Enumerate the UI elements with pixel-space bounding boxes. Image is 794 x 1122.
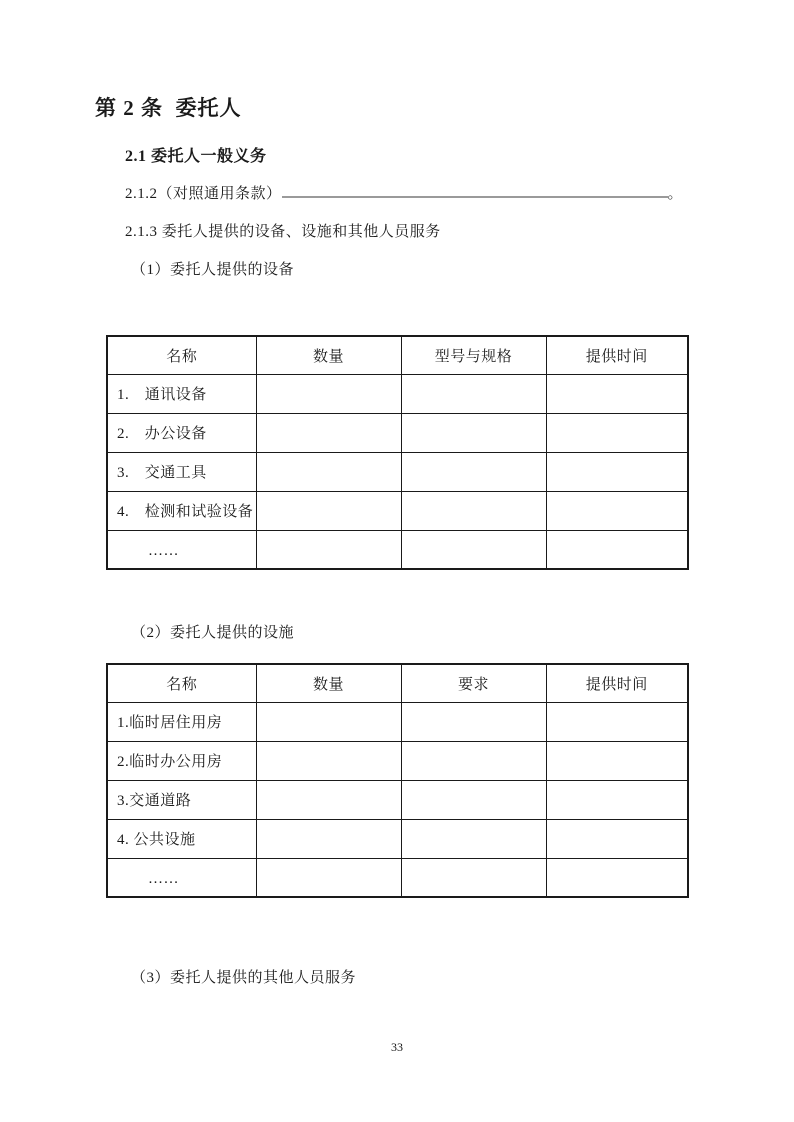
empty-fill-in-cell[interactable] — [401, 741, 546, 780]
empty-fill-in-cell[interactable] — [546, 702, 688, 741]
empty-fill-in-cell[interactable] — [256, 858, 401, 897]
table-row — [107, 780, 688, 819]
empty-fill-in-cell[interactable] — [546, 819, 688, 858]
empty-fill-in-cell[interactable] — [401, 413, 546, 452]
table-row — [107, 858, 688, 897]
facilities-table — [106, 663, 689, 898]
clause-2-1-2-period: 。 — [667, 186, 684, 202]
empty-fill-in-cell[interactable] — [401, 858, 546, 897]
empty-fill-in-cell[interactable] — [546, 413, 688, 452]
column-header-provide-time: 提供时间 — [546, 664, 688, 702]
table-row — [107, 741, 688, 780]
empty-fill-in-cell[interactable] — [546, 530, 688, 569]
column-header-name: 名称 — [107, 664, 256, 702]
list-item-3-other-personnel-services: （3）委托人提供的其他人员服务 — [131, 970, 357, 986]
clause-2-1-2-label: 2.1.2（对照通用条款） — [125, 186, 282, 202]
clause-2-1-3: 2.1.3 委托人提供的设备、设施和其他人员服务 — [125, 224, 441, 240]
column-header-requirement: 要求 — [401, 664, 546, 702]
row-label-cell: …… — [107, 530, 256, 569]
page-number: 33 — [391, 1040, 403, 1054]
table-row — [107, 491, 688, 530]
row-label-cell: 2. 办公设备 — [107, 413, 256, 452]
empty-fill-in-cell[interactable] — [256, 374, 401, 413]
equipment-table — [106, 335, 689, 570]
empty-fill-in-cell[interactable] — [546, 858, 688, 897]
empty-fill-in-cell[interactable] — [546, 780, 688, 819]
empty-fill-in-cell[interactable] — [546, 491, 688, 530]
empty-fill-in-cell[interactable] — [256, 491, 401, 530]
equipment-table-header-row — [107, 336, 688, 374]
empty-fill-in-cell[interactable] — [546, 452, 688, 491]
table-row — [107, 530, 688, 569]
row-label-cell: 4. 公共设施 — [107, 819, 256, 858]
row-label-cell: 4. 检测和试验设备 — [107, 491, 256, 530]
empty-fill-in-cell[interactable] — [256, 702, 401, 741]
article-heading: 第 2 条 委托人 — [95, 96, 242, 120]
empty-fill-in-cell[interactable] — [401, 702, 546, 741]
empty-fill-in-cell[interactable] — [401, 491, 546, 530]
row-label-cell: 1. 通讯设备 — [107, 374, 256, 413]
row-label-cell: 2.临时办公用房 — [107, 741, 256, 780]
empty-fill-in-cell[interactable] — [546, 741, 688, 780]
column-header-quantity: 数量 — [256, 664, 401, 702]
row-label-cell: 3.交通道路 — [107, 780, 256, 819]
empty-fill-in-cell[interactable] — [256, 780, 401, 819]
empty-fill-in-cell[interactable] — [401, 374, 546, 413]
column-header-quantity: 数量 — [256, 336, 401, 374]
row-label-cell: 3. 交通工具 — [107, 452, 256, 491]
empty-fill-in-cell[interactable] — [401, 452, 546, 491]
empty-fill-in-cell[interactable] — [256, 741, 401, 780]
table-row — [107, 819, 688, 858]
facilities-table-body — [107, 702, 688, 897]
column-header-name: 名称 — [107, 336, 256, 374]
empty-fill-in-cell[interactable] — [546, 374, 688, 413]
table-row — [107, 374, 688, 413]
empty-fill-in-cell[interactable] — [256, 530, 401, 569]
empty-fill-in-cell[interactable] — [401, 530, 546, 569]
empty-fill-in-cell[interactable] — [256, 819, 401, 858]
list-item-2-facilities: （2）委托人提供的设施 — [131, 625, 295, 641]
clause-2-1-2 — [125, 182, 683, 203]
table-row — [107, 452, 688, 491]
list-item-1-equipment: （1）委托人提供的设备 — [131, 262, 295, 278]
table-row — [107, 702, 688, 741]
section-2-1-title: 2.1 委托人一般义务 — [125, 148, 267, 165]
row-label-cell: …… — [107, 858, 256, 897]
empty-fill-in-cell[interactable] — [401, 819, 546, 858]
clause-2-1-2-blank-field[interactable] — [282, 185, 668, 198]
empty-fill-in-cell[interactable] — [401, 780, 546, 819]
empty-fill-in-cell[interactable] — [256, 452, 401, 491]
row-label-cell: 1.临时居住用房 — [107, 702, 256, 741]
equipment-table-body — [107, 374, 688, 569]
column-header-provide-time: 提供时间 — [546, 336, 688, 374]
empty-fill-in-cell[interactable] — [256, 413, 401, 452]
facilities-table-header-row — [107, 664, 688, 702]
column-header-model-spec: 型号与规格 — [401, 336, 546, 374]
table-row — [107, 413, 688, 452]
